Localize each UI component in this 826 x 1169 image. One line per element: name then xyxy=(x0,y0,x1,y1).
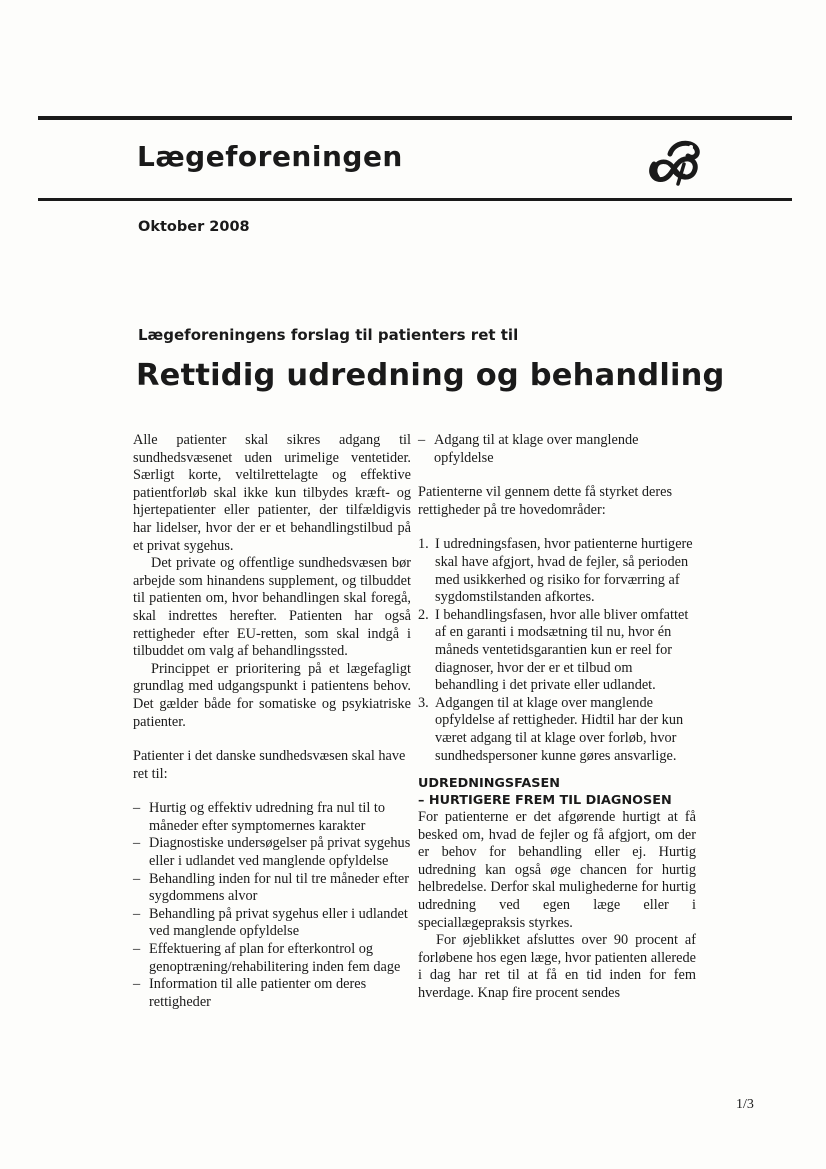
section-heading: UDREDNINGSFASEN xyxy=(418,776,560,792)
list-item: – Behandling på privat sygehus eller i udlandet ved manglende opfyldelse xyxy=(133,906,411,941)
header-top-rule xyxy=(38,116,792,120)
organization-name: Lægeforeningen xyxy=(137,140,403,173)
section-paragraph: For patienterne er det afgørende hurtigt at få besked om, hvad de fejler og få afgjort, om der er behov for behandling eller ej. Hurtig udredning kan også øge chancen for hurtig helbredelse. Derfor skal mulighederne for hurtig udredning ved egen læge eller i speciallægepraksis styrkes. xyxy=(418,809,696,931)
list-item: – Effektuering af plan for efterkontrol og genoptræning/rehabilitering inden fem dage xyxy=(133,941,411,976)
rights-list xyxy=(133,800,411,1011)
areas-list xyxy=(418,536,696,765)
list-item: – Behandling inden for nul til tre måneder efter sygdommens alvor xyxy=(133,871,411,906)
rights-intro: Patienter i det danske sundhedsvæsen skal have ret til: xyxy=(133,748,406,782)
list-item: – Information til alle patienter om deres rettigheder xyxy=(133,976,411,1011)
left-column xyxy=(133,432,411,1011)
list-item: – Hurtig og effektiv udredning fra nul til to måneder efter symptomernes karakter xyxy=(133,800,411,835)
list-item xyxy=(418,695,696,765)
right-column xyxy=(418,432,696,1003)
item-text: Adgangen til at klage over manglende opfyldelse af rettigheder. Hidtil har der kun været adgang til at klage over forløb, hvor sundhedspersoner kunne gøres ansvarlige. xyxy=(435,694,684,764)
areas-intro: Patienterne vil gennem dette få styrket deres rettigheder på tre hovedområder: xyxy=(418,484,673,518)
body-paragraph: Det private og offentlige sundhedsvæsen bør arbejde som hinandens supplement, og tilbuddet til patienten om, hvor behandlingen skal foregå, skal indrettes herefter. Patienten har også rettigheder efter EU-retten, som skal indgå i tilbuddet om valg af behandlingssted. xyxy=(133,555,411,660)
rights-list-continued xyxy=(418,432,696,467)
item-number: 3. xyxy=(418,694,429,711)
list-item xyxy=(418,607,696,695)
item-text: I behandlingsfasen, hvor alle bliver omfattet af en garanti i modsætning til nu, hvor én måneds ventetidsgarantien kun er reel for diagnoser, hvor der er et tilbud om behandling i det private eller udlandet. xyxy=(435,606,689,694)
item-number: 1. xyxy=(418,536,429,553)
section-subheading: – HURTIGERE FREM TIL DIAGNOSEN xyxy=(418,793,672,809)
item-text: I udredningsfasen, hvor patienterne hurtigere skal have afgjort, hvad de fejler, så perioden med usikkerhed og risiko for forværring af sygdomstilstanden afkortes. xyxy=(435,536,693,606)
list-item xyxy=(418,536,696,606)
snake-logo-icon xyxy=(644,134,702,188)
document-title: Rettidig udredning og behandling xyxy=(136,358,725,393)
publication-date: Oktober 2008 xyxy=(138,219,250,235)
list-item: – Diagnostiske undersøgelser på privat sygehus eller i udlandet ved manglende opfyldelse xyxy=(133,835,411,870)
item-number: 2. xyxy=(418,606,429,623)
intro-paragraph: Alle patienter skal sikres adgang til sundhedsvæsenet uden urimelige ventetider. Særligt korte, veltilrettelagte og effektive patientforløb skal ikke kun tilbydes kræft- og hjertepatienter eller patienter, der tilfældigvis har lidelser, hvor der er et behandlingstilbud på et privat sygehus. xyxy=(133,432,411,554)
document-subtitle: Lægeforeningens forslag til patienters ret til xyxy=(138,326,519,344)
body-paragraph: Princippet er prioritering på et lægefagligt grundlag med udgangspunkt i patientens behov. Det gælder både for somatiske og psykiatriske patienter. xyxy=(133,660,411,730)
header-bottom-rule xyxy=(38,198,792,201)
list-item: – Adgang til at klage over manglende opfyldelse xyxy=(418,432,696,467)
page-number: 1/3 xyxy=(736,1097,754,1112)
section-paragraph: For øjeblikket afsluttes over 90 procent af forløbene hos egen læge, hvor patienten allerede i dag har ret til at få en tid inden for fem hverdage. Knap fire procent sendes xyxy=(418,932,696,1002)
